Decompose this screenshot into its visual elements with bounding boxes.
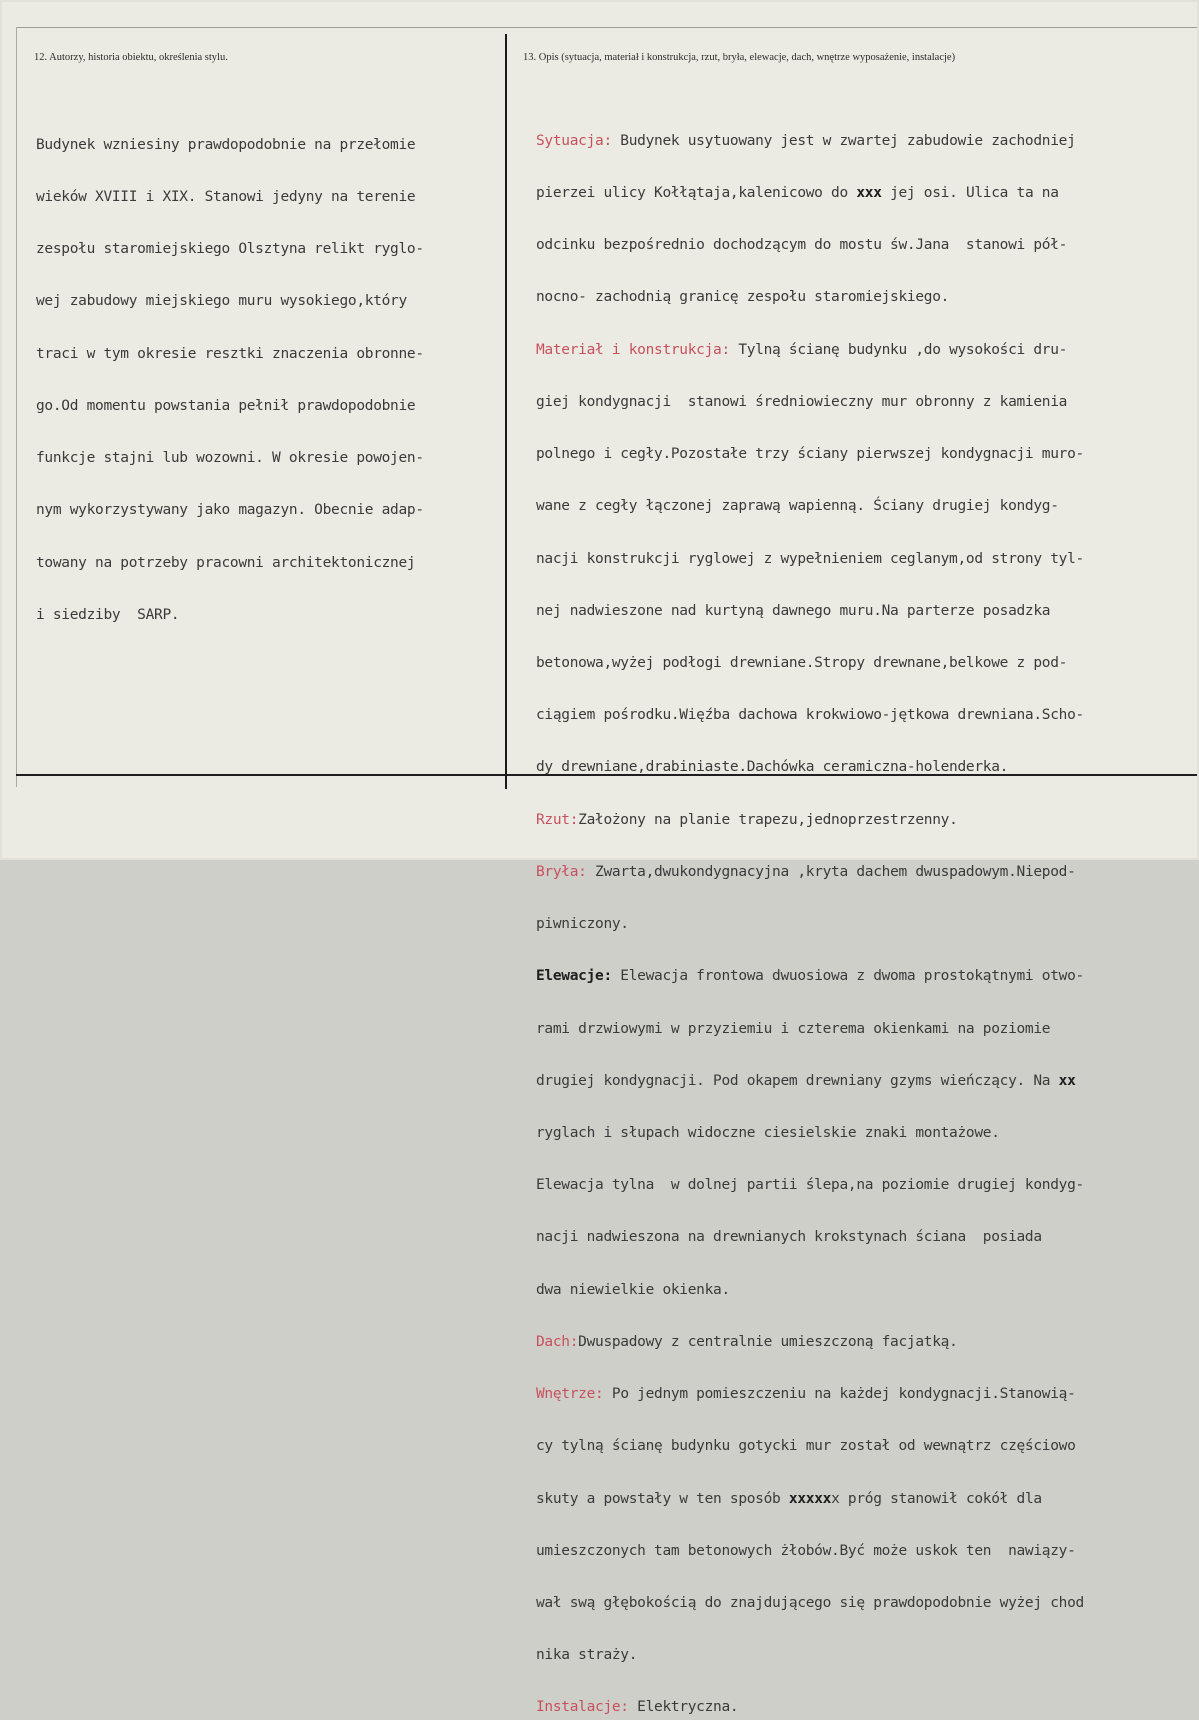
history-line: funkcje stajni lub wozowni. W okresie powojen- xyxy=(36,450,424,467)
label-sytuacja: Sytuacja: xyxy=(536,132,612,149)
description-line: dy drewniane,drabiniaste.Dachówka ceramiczna-holenderka. xyxy=(536,759,1009,776)
history-text xyxy=(36,102,424,659)
history-line: i siedziby SARP. xyxy=(36,606,180,623)
description-line: pierzei ulicy Kołłątaja,kalenicowo do xxx jej osi. Ulica ta na xyxy=(536,185,1059,202)
label-bryla: Bryła: xyxy=(536,863,587,880)
description-line: nacji nadwieszona na drewnianych krokstynach ściana posiada xyxy=(536,1229,1042,1246)
description-line: rami drzwiowymi w przyziemiu i czterema okienkami na poziomie xyxy=(536,1020,1051,1037)
description-line: drugiej kondygnacji. Pod okapem drewniany gzyms wieńczący. Na xx xyxy=(536,1072,1076,1089)
label-material: Materiał i konstrukcja: xyxy=(536,341,730,358)
description-line: Dach:Dwuspadowy z centralnie umieszczoną facjatką. xyxy=(536,1333,958,1350)
description-line: nej nadwieszone nad kurtyną dawnego muru.Na parterze posadzka xyxy=(536,602,1051,619)
description-line: giej kondygnacji stanowi średniowieczny mur obronny z kamienia xyxy=(536,393,1068,410)
description-line: Wnętrze: Po jednym pomieszczeniu na każdej kondygnacji.Stanowią- xyxy=(536,1386,1076,1403)
description-line: Elewacje: Elewacja frontowa dwuosiowa z dwoma prostokątnymi otwo- xyxy=(536,968,1084,985)
section-12-heading: 12. Autorzy, historia obiektu, określenia stylu. xyxy=(34,52,228,63)
description-text xyxy=(536,98,1084,1720)
description-line: Materiał i konstrukcja: Tylną ścianę budynku ,do wysokości dru- xyxy=(536,341,1068,358)
history-line: Budynek wzniesiny prawdopodobnie na przełomie xyxy=(36,136,416,153)
description-line: wane z cegły łączonej zaprawą wapienną. Ściany drugiej kondyg- xyxy=(536,498,1059,515)
description-line: odcinku bezpośrednio dochodzącym do mostu św.Jana stanowi pół- xyxy=(536,237,1068,254)
history-line: nym wykorzystywany jako magazyn. Obecnie adap- xyxy=(36,502,424,519)
history-line: go.Od momentu powstania pełnił prawdopodobnie xyxy=(36,397,416,414)
section-13-heading: 13. Opis (sytuacja, materiał i konstrukcja, rzut, bryła, elewacje, dach, wnętrze wyposażenie, instalacje) xyxy=(523,52,956,63)
label-instalacje: Instalacje: xyxy=(536,1699,629,1716)
description-line: Instalacje: Elektryczna. xyxy=(536,1699,739,1716)
description-line: piwniczony. xyxy=(536,916,629,933)
description-line: betonowa,wyżej podłogi drewniane.Stropy drewnane,belkowe z pod- xyxy=(536,655,1068,671)
struck-text: xxx xyxy=(856,185,882,202)
history-line: traci w tym okresie resztki znaczenia obronne- xyxy=(36,345,424,362)
description-line: ciągiem pośrodku.Więźba dachowa krokwiowo-jętkowa drewniana.Scho- xyxy=(536,707,1084,724)
description-line: Rzut:Założony na planie trapezu,jednoprzestrzenny. xyxy=(536,811,958,828)
description-line: Sytuacja: Budynek usytuowany jest w zwartej zabudowie zachodniej xyxy=(536,132,1076,149)
description-line: skuty a powstały w ten sposób xxxxxx próg stanowił cokół dla xyxy=(536,1490,1042,1507)
column-divider xyxy=(505,34,507,789)
struck-text: xxxxx xyxy=(788,1490,832,1507)
description-line: ryglach i słupach widoczne ciesielskie znaki montażowe. xyxy=(536,1124,1000,1141)
description-line: nika straży. xyxy=(536,1647,638,1664)
history-line: zespołu staromiejskiego Olsztyna relikt ryglo- xyxy=(36,241,424,258)
label-dach: Dach: xyxy=(536,1333,579,1350)
description-line: nacji konstrukcji ryglowej z wypełnieniem ceglanym,od strony tyl- xyxy=(536,550,1084,567)
description-line: umieszczonych tam betonowych żłobów.Być może uskok ten nawiązy- xyxy=(536,1542,1076,1559)
history-line: wieków XVIII i XIX. Stanowi jedyny na terenie xyxy=(36,189,416,206)
description-line: wał swą głębokością do znajdującego się prawdopodobnie wyżej chod xyxy=(536,1594,1084,1611)
description-line: cy tylną ścianę budynku gotycki mur został od wewnątrz częściowo xyxy=(536,1438,1076,1455)
struck-text: xx xyxy=(1058,1072,1076,1089)
description-line: nocno- zachodnią granicę zespołu staromiejskiego. xyxy=(536,289,950,306)
description-line: Elewacja tylna w dolnej partii ślepa,na poziomie drugiej kondyg- xyxy=(536,1177,1084,1194)
top-rule xyxy=(16,27,1197,28)
label-elewacje: Elewacje: xyxy=(536,968,612,985)
history-line: towany na potrzeby pracowni architektonicznej xyxy=(36,554,416,571)
description-line: Bryła: Zwarta,dwukondygnacyjna ,kryta dachem dwuspadowym.Niepod- xyxy=(536,863,1076,880)
label-rzut: Rzut: xyxy=(536,811,579,828)
left-rule xyxy=(16,27,17,787)
description-line: polnego i cegły.Pozostałe trzy ściany pierwszej kondygnacji muro- xyxy=(536,446,1084,463)
history-line: wej zabudowy miejskiego muru wysokiego,który xyxy=(36,293,407,310)
description-line: dwa niewielkie okienka. xyxy=(536,1281,730,1298)
label-wnetrze: Wnętrze: xyxy=(536,1386,604,1403)
